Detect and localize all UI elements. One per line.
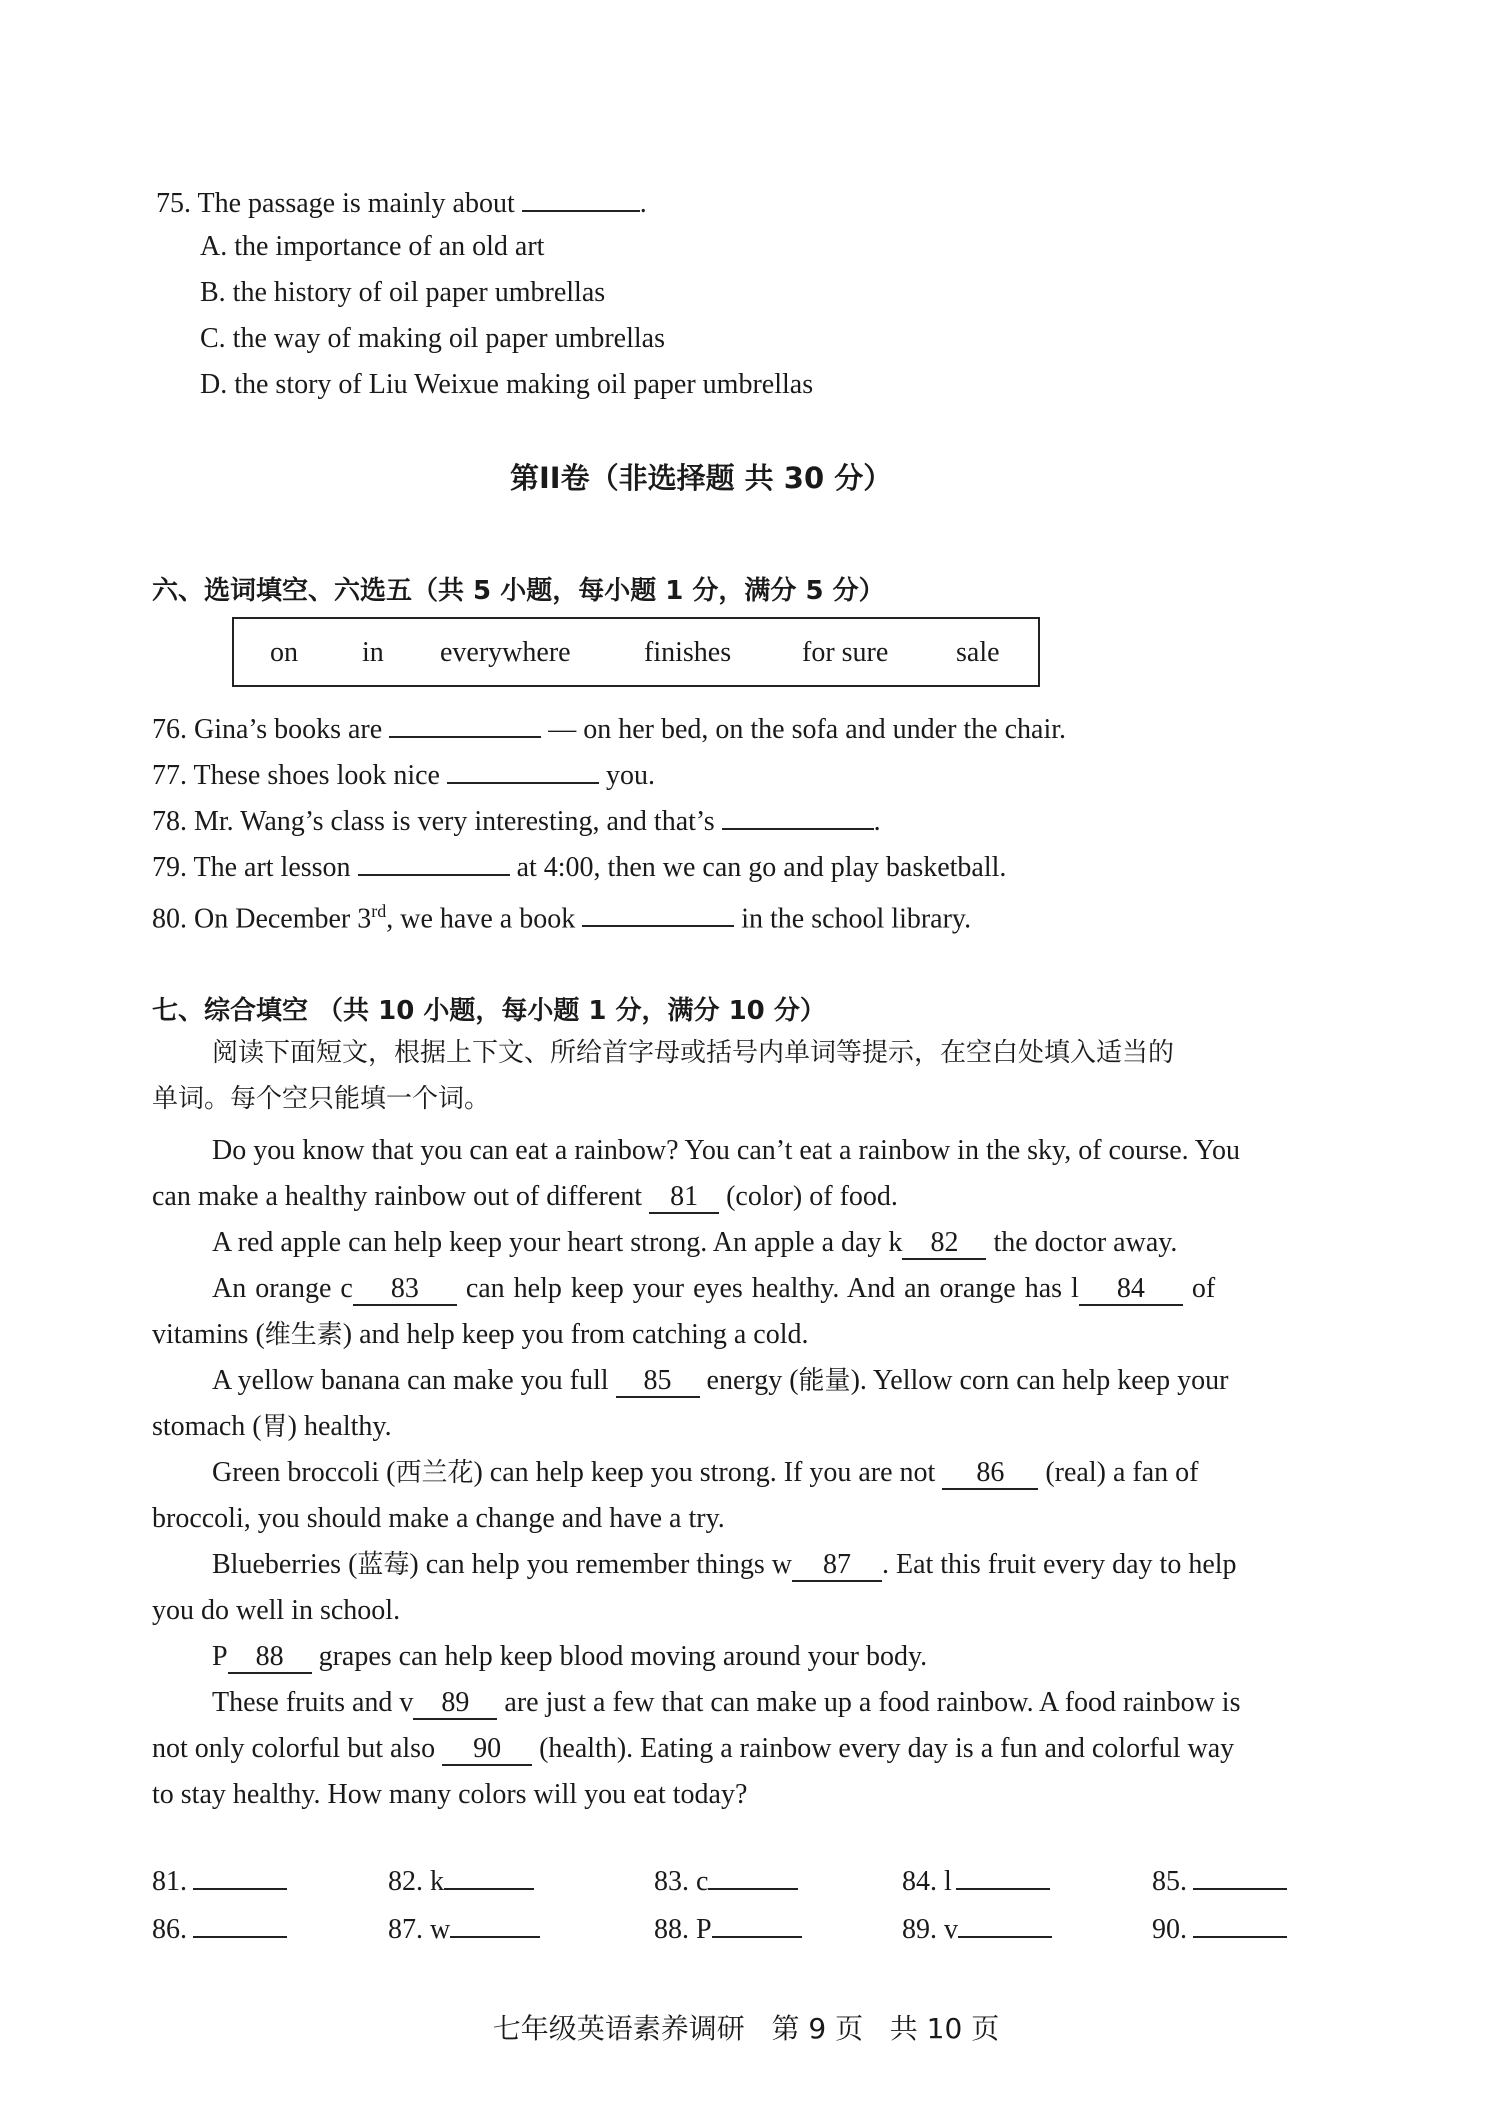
blank-90[interactable]: 90 xyxy=(442,1734,532,1766)
q80 xyxy=(152,894,971,936)
q77 xyxy=(152,756,655,793)
passage-line xyxy=(152,1732,1234,1766)
answer-83 xyxy=(654,1862,798,1898)
q77-text-b: you. xyxy=(605,760,655,791)
passage-line xyxy=(212,1640,927,1674)
passage-text: (health). Eating a rainbow every day is a fun and colorful way xyxy=(539,1733,1235,1764)
passage-text-cn: 胃 xyxy=(261,1412,288,1442)
passage-text: ) can help you remember things w xyxy=(409,1549,792,1580)
passage-text: can help keep your eyes healthy. And an orange has l xyxy=(465,1273,1079,1304)
blank-84[interactable]: 84 xyxy=(1079,1274,1183,1306)
passage-text: ) healthy. xyxy=(287,1411,392,1442)
q78 xyxy=(152,802,881,839)
passage-text: are just a few that can make up a food rainbow. A food rainbow is xyxy=(504,1687,1241,1718)
answer-label: 84. l xyxy=(902,1866,952,1897)
answer-blank[interactable] xyxy=(193,1862,287,1890)
passage-text: not only colorful but also xyxy=(152,1733,436,1764)
answer-blank[interactable] xyxy=(193,1910,287,1938)
answer-label: 90. xyxy=(1152,1914,1187,1945)
word-bank-item: everywhere xyxy=(440,637,571,668)
word-bank-item: on xyxy=(270,637,298,668)
blank-85[interactable]: 85 xyxy=(616,1366,700,1398)
section7-instruction-1: 阅读下面短文，根据上下文、所给首字母或括号内单词等提示，在空白处填入适当的 xyxy=(212,1038,1175,1068)
answer-86 xyxy=(152,1910,287,1946)
answer-84 xyxy=(902,1862,1050,1898)
q76-blank[interactable] xyxy=(389,710,541,738)
word-bank-item: in xyxy=(362,637,384,668)
answer-blank[interactable] xyxy=(1193,1862,1287,1890)
passage-text: can make a healthy rainbow out of different xyxy=(152,1181,643,1212)
blank-86[interactable]: 86 xyxy=(942,1458,1038,1490)
passage-text-cn: 能量 xyxy=(798,1366,851,1396)
passage-text: of xyxy=(1191,1273,1216,1304)
q80-blank[interactable] xyxy=(582,899,734,927)
passage-line xyxy=(212,1226,1177,1260)
passage-line xyxy=(212,1272,1215,1306)
blank-83[interactable]: 83 xyxy=(353,1274,457,1306)
answer-label: 83. c xyxy=(654,1866,709,1897)
answer-blank[interactable] xyxy=(956,1862,1050,1890)
passage-text: (color) of food. xyxy=(726,1181,898,1212)
q80-text-b: , we have a book xyxy=(386,903,576,935)
answer-87 xyxy=(388,1910,540,1946)
answer-label: 86. xyxy=(152,1914,187,1945)
q80-text-c: in the school library. xyxy=(741,903,972,935)
blank-89[interactable]: 89 xyxy=(413,1688,497,1720)
answer-blank[interactable] xyxy=(958,1910,1052,1938)
answer-82 xyxy=(388,1862,534,1898)
answer-label: 89. v xyxy=(902,1914,958,1945)
passage-line xyxy=(152,1180,898,1214)
section7-instruction-2: 单词。每个空只能填一个词。 xyxy=(152,1084,491,1114)
answer-90 xyxy=(1152,1910,1287,1946)
passage-text: (real) a fan of xyxy=(1045,1457,1199,1488)
passage-line xyxy=(152,1410,392,1444)
q75-option-c: C. the way of making oil paper umbrellas xyxy=(200,323,665,354)
q79 xyxy=(152,848,1006,885)
passage-text: stomach ( xyxy=(152,1411,262,1442)
answer-81 xyxy=(152,1862,287,1898)
word-bank-item: sale xyxy=(956,637,1000,668)
passage-text: ). Yellow corn can help keep your xyxy=(850,1365,1229,1396)
q77-text-a: 77. These shoes look nice xyxy=(152,760,440,791)
passage-line: you do well in school. xyxy=(152,1595,401,1626)
q78-text-b: . xyxy=(873,806,881,837)
passage-text: . Eat this fruit every day to help xyxy=(881,1549,1237,1580)
passage-line: Do you know that you can eat a rainbow? You can’t eat a rainbow in the sky, of course. You xyxy=(212,1135,1241,1166)
passage-text: the doctor away. xyxy=(993,1227,1178,1258)
answer-blank[interactable] xyxy=(444,1862,534,1890)
passage-text: An orange c xyxy=(212,1273,353,1304)
passage-text: grapes can help keep blood moving around your body. xyxy=(318,1641,928,1672)
q80-superscript: rd xyxy=(371,901,387,921)
page-footer: 七年级英语素养调研 第 9 页 共 10 页 xyxy=(492,2012,1000,2045)
word-bank-item: finishes xyxy=(644,637,732,668)
word-bank xyxy=(232,617,1040,687)
answer-85 xyxy=(1152,1862,1287,1898)
q76-text-a: 76. Gina’s books are xyxy=(152,714,383,745)
q75-option-b: B. the history of oil paper umbrellas xyxy=(200,277,606,308)
passage-line xyxy=(152,1318,809,1352)
passage-text: ) and help keep you from catching a cold. xyxy=(342,1319,809,1350)
answer-label: 85. xyxy=(1152,1866,1187,1897)
q78-blank[interactable] xyxy=(722,802,874,830)
passage-text: These fruits and v xyxy=(212,1687,414,1718)
passage-line: to stay healthy. How many colors will you eat today? xyxy=(152,1779,748,1810)
word-bank-item: for sure xyxy=(802,637,889,668)
answer-label: 88. P xyxy=(654,1914,712,1945)
answer-89 xyxy=(902,1910,1052,1946)
passage-text-cn: 蓝莓 xyxy=(357,1550,410,1580)
passage-text: A red apple can help keep your heart strong. An apple a day k xyxy=(212,1227,903,1258)
q76 xyxy=(152,710,1066,747)
blank-82[interactable]: 82 xyxy=(902,1228,986,1260)
answer-88 xyxy=(654,1910,802,1946)
passage-line xyxy=(212,1364,1228,1398)
q79-text-a: 79. The art lesson xyxy=(152,852,351,883)
blank-87[interactable]: 87 xyxy=(792,1550,882,1582)
passage-text: P xyxy=(212,1641,228,1672)
passage-text-cn: 维生素 xyxy=(264,1320,343,1350)
passage-text: vitamins ( xyxy=(152,1319,265,1350)
q75-stem: 75. The passage is mainly about . xyxy=(156,184,647,221)
q75-option-d: D. the story of Liu Weixue making oil paper umbrellas xyxy=(200,369,814,400)
answer-label: 81. xyxy=(152,1866,187,1897)
q79-text-b: at 4:00, then we can go and play basketball. xyxy=(516,852,1007,883)
section6-title: 六、选词填空、六选五（共 5 小题，每小题 1 分，满分 5 分） xyxy=(152,576,885,606)
passage-line xyxy=(212,1548,1237,1582)
passage-text: Blueberries ( xyxy=(212,1549,358,1580)
q79-blank[interactable] xyxy=(358,848,510,876)
passage-line xyxy=(212,1686,1240,1720)
q80-text-a: 80. On December 3 xyxy=(152,903,372,935)
q75-option-a: A. the importance of an old art xyxy=(200,231,545,262)
passage-text: ) can help keep you strong. If you are not xyxy=(473,1457,936,1488)
q78-text-a: 78. Mr. Wang’s class is very interesting, and that’s xyxy=(152,806,715,837)
answer-blank[interactable] xyxy=(708,1862,798,1890)
q75-stem-text: 75. The passage is mainly about xyxy=(156,188,515,219)
answer-blank[interactable] xyxy=(712,1910,802,1938)
part2-title: 第II卷（非选择题 共 30 分） xyxy=(510,461,893,495)
section7-title: 七、综合填空 （共 10 小题，每小题 1 分，满分 10 分） xyxy=(152,996,826,1026)
q77-blank[interactable] xyxy=(447,756,599,784)
answer-label: 82. k xyxy=(388,1866,444,1897)
q76-text-b: — on her bed, on the sofa and under the chair. xyxy=(548,714,1067,745)
passage-text: energy ( xyxy=(706,1365,799,1396)
passage-line xyxy=(212,1456,1198,1490)
q75-blank[interactable] xyxy=(522,184,640,212)
passage-line: broccoli, you should make a change and have a try. xyxy=(152,1503,725,1534)
answer-label: 87. w xyxy=(388,1914,451,1945)
answer-blank[interactable] xyxy=(450,1910,540,1938)
passage-text: A yellow banana can make you full xyxy=(212,1365,609,1396)
answer-blank[interactable] xyxy=(1193,1910,1287,1938)
passage-text-cn: 西兰花 xyxy=(395,1458,474,1488)
blank-88[interactable]: 88 xyxy=(228,1642,312,1674)
passage-text: Green broccoli ( xyxy=(212,1457,396,1488)
blank-81[interactable]: 81 xyxy=(649,1182,719,1214)
